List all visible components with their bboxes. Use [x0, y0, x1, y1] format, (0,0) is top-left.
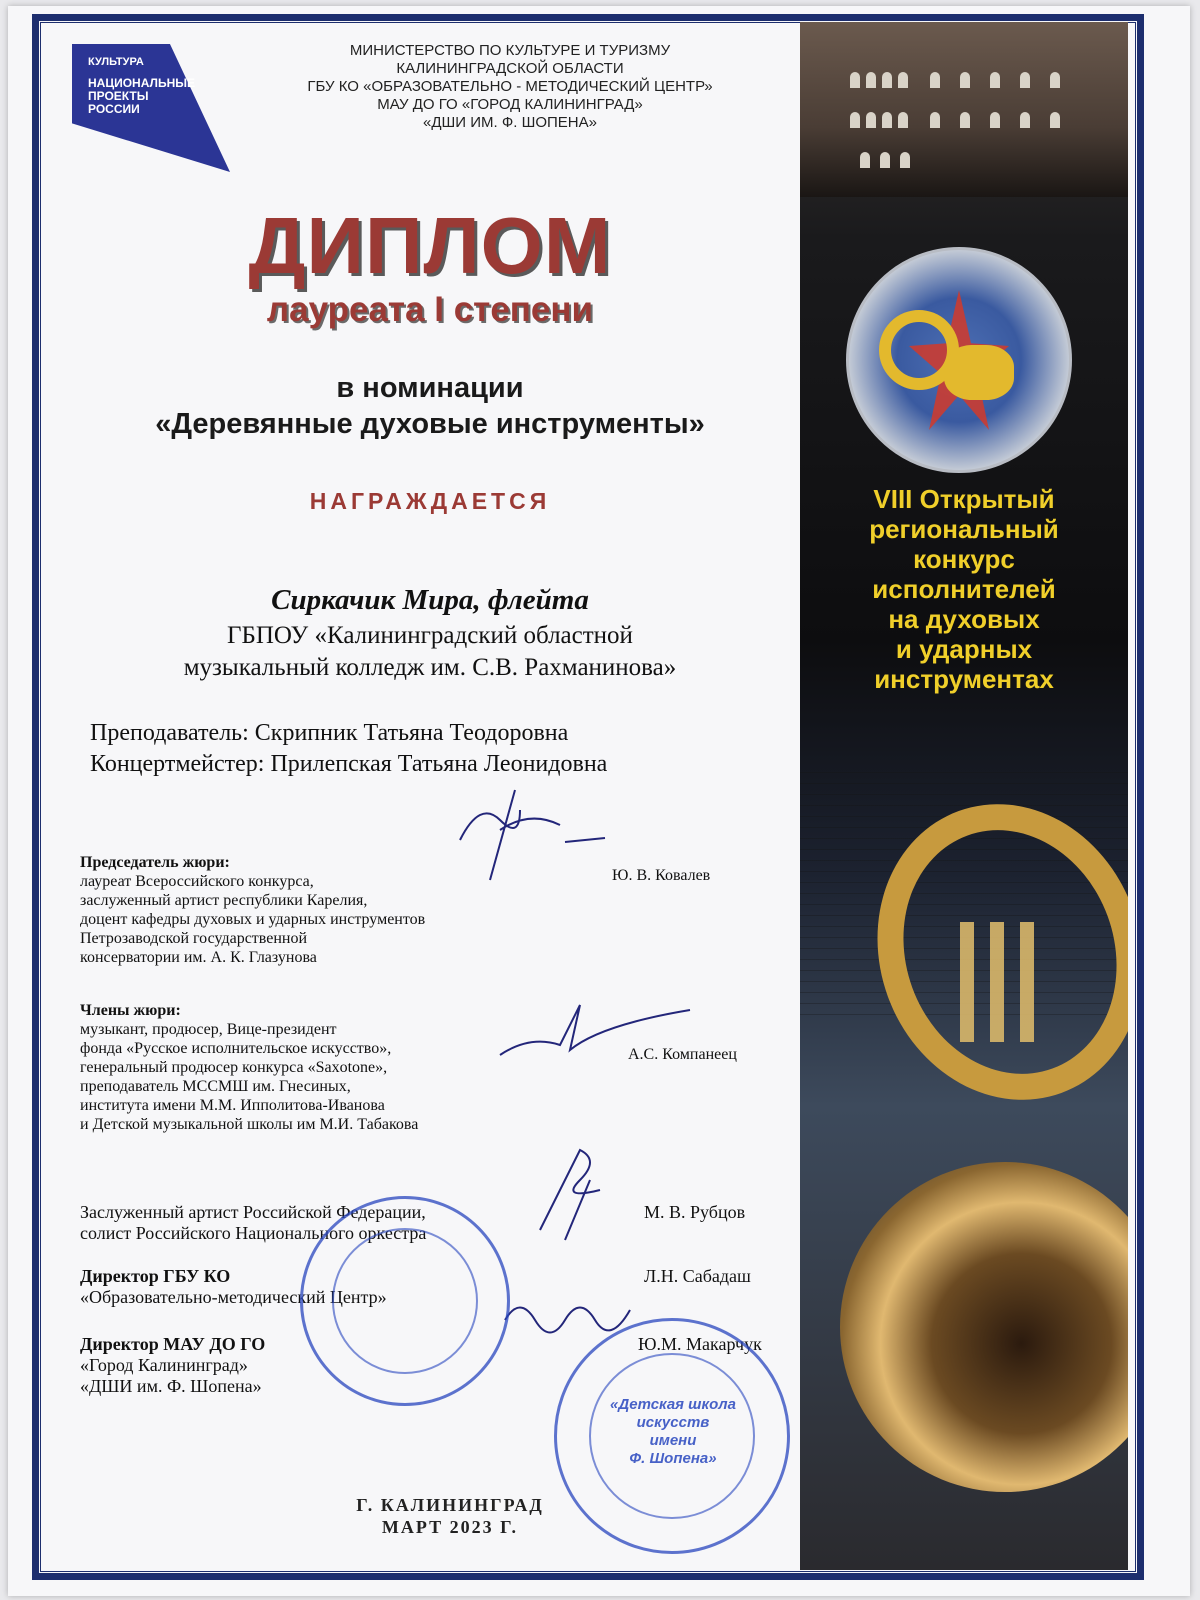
- building-photo: [800, 22, 1128, 197]
- diploma-title: ДИПЛОМ: [248, 201, 612, 290]
- jury-members: Члены жюри: музыкант, продюсер, Вице-президент фонда «Русское исполнительское искусство», генеральный продюсер конкурса «Saxotone», преподаватель МССМШ им. Гнесиных, института имени М.М. Ипполитова-Иванова и Детской музыкальной школы им М.И. Табакова: [80, 1002, 419, 1133]
- jury-member2-name: М. В. Рубцов: [644, 1202, 746, 1222]
- teachers: [90, 718, 790, 780]
- jury-member1-name: А.С. Компанеец: [628, 1046, 737, 1063]
- director1: Директор ГБУ КО «Образовательно-методический Центр»: [80, 1266, 387, 1307]
- jury-chair-name: Ю. В. Ковалев: [612, 867, 711, 884]
- stamp-school-text: «Детская школа искусств имени Ф. Шопена»: [610, 1396, 736, 1467]
- stamp-methodical-center: [300, 1196, 510, 1406]
- accompanist: Концертмейстер: Прилепская Татьяна Леонидовна: [90, 751, 608, 777]
- director1-name: Л.Н. Сабадаш: [644, 1266, 751, 1286]
- issue-place-date: Г. КАЛИНИНГРАД МАРТ 2023 Г.: [356, 1495, 544, 1537]
- trumpet-valves-image: [960, 922, 1050, 1042]
- teacher: Преподаватель: Скрипник Татьяна Теодоровна: [90, 720, 569, 746]
- contest-emblem-icon: [846, 247, 1072, 473]
- director2-name: Ю.М. Макарчук: [638, 1334, 762, 1354]
- recipient-name: Сиркачик Мира, флейта: [271, 584, 589, 616]
- diploma-subtitle: лауреата I степени: [266, 290, 594, 329]
- decorative-panel: [800, 22, 1128, 1570]
- jury-member2: Заслуженный артист Российской Федерации, солист Российского Национального оркестра: [80, 1202, 427, 1243]
- jury-chair: Председатель жюри: лауреат Всероссийского конкурса, заслуженный артист республики Карелия, доцент кафедры духовых и ударных инструментов Петрозаводской государственной консерватории им. А. К. Глазунова: [80, 854, 426, 966]
- recipient-school: ГБПОУ «Калининградский областной музыкальный колледж им. С.В. Рахманинова»: [183, 622, 677, 681]
- issuer-header: МИНИСТЕРСТВО ПО КУЛЬТУРЕ И ТУРИЗМУ КАЛИНИНГРАДСКОЙ ОБЛАСТИ ГБУ КО «ОБРАЗОВАТЕЛЬНО - МЕТОДИЧЕСКИЙ ЦЕНТР» МАУ ДО ГО «ГОРОД КАЛИНИНГРАД» «ДШИ ИМ. Ф. ШОПЕНА»: [307, 42, 713, 131]
- trumpet-bell-image: [840, 1162, 1128, 1492]
- nomination: в номинации «Деревянные духовые инструменты»: [155, 372, 705, 440]
- awarded-label: НАГРАЖДАЕТСЯ: [309, 488, 551, 514]
- national-projects-logo: КУЛЬТУРА НАЦИОНАЛЬНЫЕ ПРОЕКТЫ РОССИИ: [72, 44, 232, 174]
- director2: Директор МАУ ДО ГО «Город Калининград» «ДШИ им. Ф. Шопена»: [80, 1334, 266, 1396]
- contest-title: VIII Открытый региональный конкурс исполнителей на духовых и ударных инструментах: [869, 484, 1059, 694]
